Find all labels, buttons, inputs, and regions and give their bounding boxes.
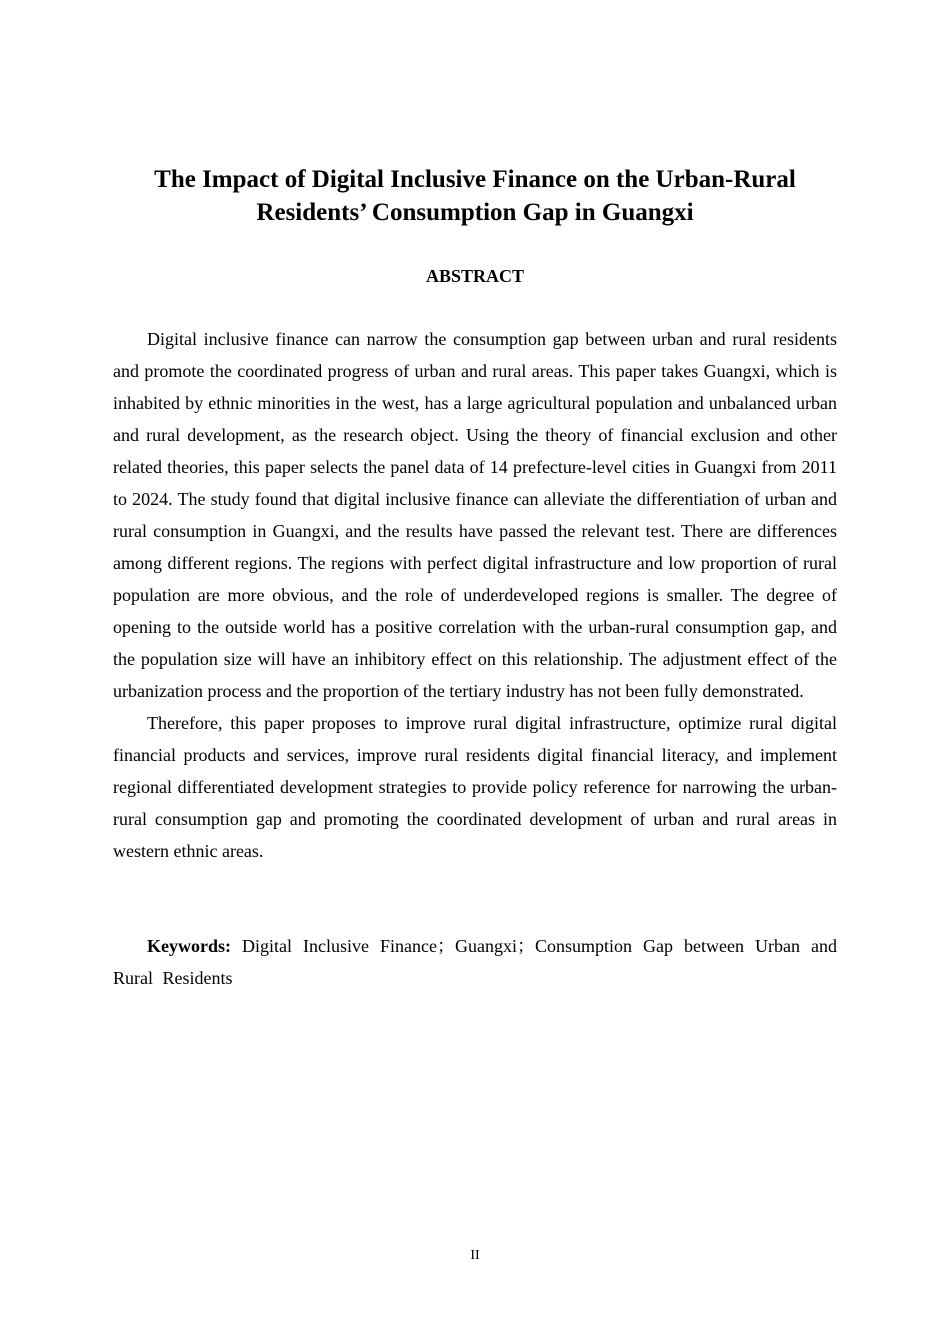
keywords-text: Digital Inclusive Finance；Guangxi；Consumption Gap between Urban and Rural Residents	[113, 936, 837, 988]
paper-title	[113, 163, 837, 229]
keywords-line	[113, 930, 837, 994]
abstract-paragraph-1: Digital inclusive finance can narrow the consumption gap between urban and rural residents and promote the coordinated progress of urban and rural areas. This paper takes Guangxi, which is inhabited by ethnic minorities in the west, has a large agricultural population and unbalanced urban and rural development, as the research object. Using the theory of financial exclusion and other related theories, this paper selects the panel data of 14 prefecture-level cities in Guangxi from 2011 to 2024. The study found that digital inclusive finance can alleviate the differentiation of urban and rural consumption in Guangxi, and the results have passed the relevant test. There are differences among different regions. The regions with perfect digital infrastructure and low proportion of rural population are more obvious, and the role of underdeveloped regions is smaller. The degree of opening to the outside world has a positive correlation with the urban-rural consumption gap, and the population size will have an inhibitory effect on this relationship. The adjustment effect of the urbanization process and the proportion of the tertiary industry has not been fully demonstrated.	[113, 329, 837, 701]
abstract-body	[113, 323, 837, 867]
page-number: II	[470, 1248, 480, 1263]
abstract-paragraph-2: Therefore, this paper proposes to improve rural digital infrastructure, optimize rural digital financial products and services, improve rural residents digital financial literacy, and implement regional differentiated development strategies to provide policy reference for narrowing the urban-rural consumption gap and promoting the coordinated development of urban and rural areas in western ethnic areas.	[113, 713, 837, 861]
paper-title-line-1: The Impact of Digital Inclusive Finance on the Urban-Rural	[154, 166, 796, 193]
paper-title-line-2: Residents’ Consumption Gap in Guangxi	[256, 199, 694, 226]
keywords-label: Keywords:	[147, 936, 231, 956]
abstract-heading: ABSTRACT	[425, 266, 525, 286]
